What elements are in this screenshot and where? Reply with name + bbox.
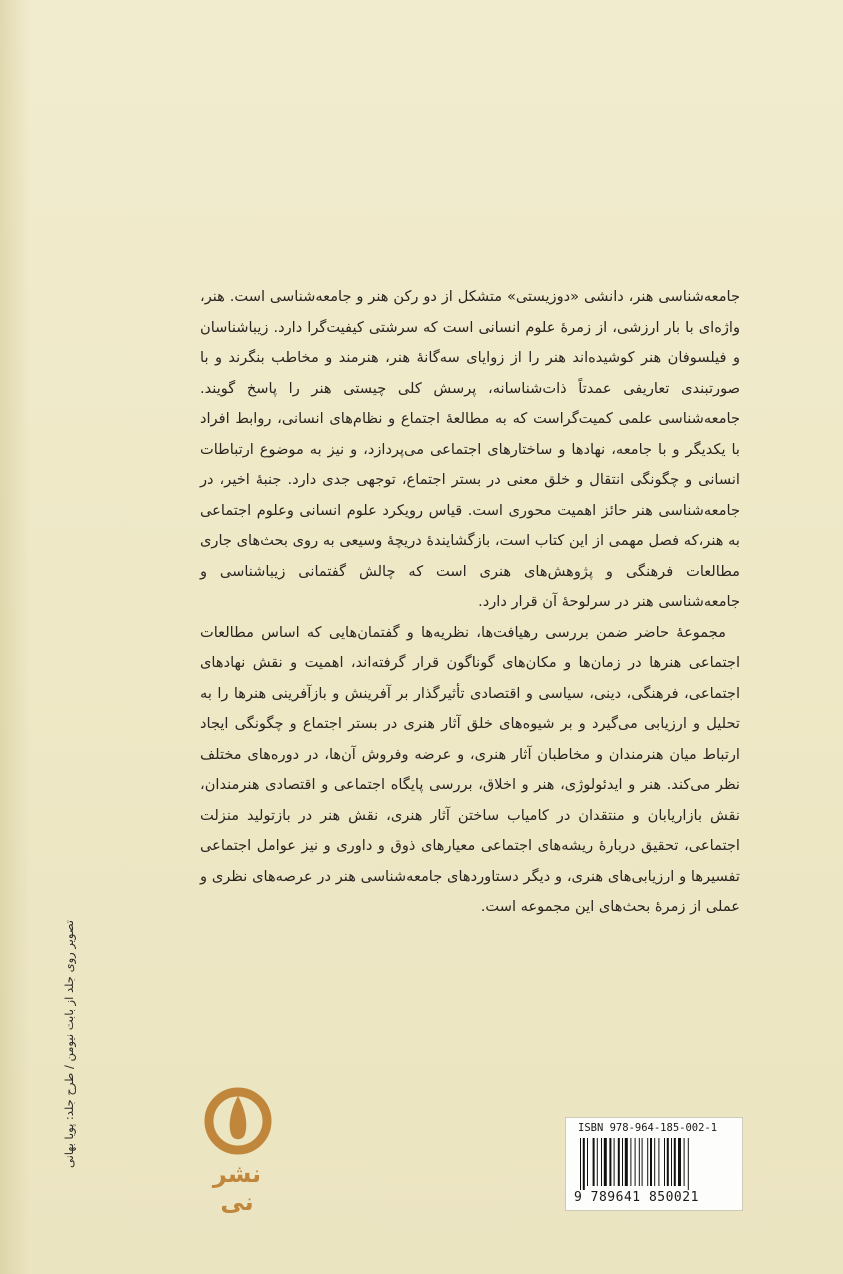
isbn-label: ISBN 978-964-185-002-1 — [578, 1122, 718, 1134]
barcode-bar — [664, 1138, 665, 1186]
drop-in-circle-icon — [204, 1085, 272, 1157]
barcode-bars — [578, 1138, 730, 1190]
barcode-bar — [642, 1138, 643, 1186]
barcode-bar — [684, 1138, 685, 1186]
barcode-digits: 9 789641 850021 — [574, 1190, 699, 1205]
cover-credit: تصویر روی جلد از بابت نیومن / طرح جلد: پویا بهانی — [62, 920, 76, 1169]
barcode-bar — [654, 1138, 655, 1186]
barcode-bar — [635, 1138, 636, 1186]
barcode-bar — [622, 1138, 623, 1186]
barcode-bar — [609, 1138, 611, 1186]
barcode-bar — [678, 1138, 681, 1186]
barcode-bar — [647, 1138, 648, 1186]
isbn-barcode — [565, 1117, 743, 1211]
blurb-text — [200, 282, 740, 923]
publisher-name: نشر نی — [212, 1160, 262, 1216]
barcode-bar — [667, 1138, 669, 1186]
barcode-bar — [593, 1138, 595, 1186]
barcode-bar — [630, 1138, 631, 1186]
barcode-bar — [597, 1138, 598, 1186]
barcode-bar — [639, 1138, 640, 1186]
barcode-bar — [614, 1138, 615, 1186]
barcode-bar — [587, 1138, 588, 1186]
blurb-paragraph-1: جامعه‌شناسی هنر، دانشی «دوزیستی» متشکل از دو رکن هنر و جامعه‌شناسی است. هنر، واژه‌ای با بار ارزشی، از زمرهٔ علوم انسانی است که سرشتی کیفیت‌گرا دارد. زیباشناسان و فیلسوفان هنر کوشیده‌اند هنر را از زوایای سه‌گانهٔ هنر، هنرمند و مخاطب بنگرند و با صورتبندی تعاریفی عمدتاً ذات‌شناسانه، پرسش کلی چیستی هنر را پاسخ گویند. جامعه‌شناسی علمی کمیت‌گراست که به مطالعهٔ اجتماع و نظام‌های انسانی، روابط افراد با یکدیگر و با جامعه، نهادها و ساختارهای اجتماعی می‌پردازد، و نیز به موضوع ارتباطات انسانی و چگونگی انتقال و خلق معنی در بستر اجتماع، توجهی جدی دارد. جنبهٔ اخیر، در جامعه‌شناسی هنر حائز اهمیت محوری است. قیاس رویکرد علوم انسانی وعلوم اجتماعی به هنر،که فصل مهمی از این کتاب است، بازگشایندهٔ دریچهٔ وسیعی به روی بحث‌های جاری مطالعات فرهنگی و پژوهش‌های هنری است که چالش گفتمانی زیباشناسی و جامعه‌شناسی هنر در سرلوحهٔ آن قرار دارد. — [200, 288, 740, 610]
barcode-bar — [650, 1138, 652, 1186]
barcode-bar — [618, 1138, 620, 1186]
barcode-bar — [604, 1138, 607, 1186]
barcode-bar — [674, 1138, 676, 1186]
barcode-bar — [580, 1138, 581, 1190]
barcode-bar — [583, 1138, 585, 1190]
blurb-paragraph-2: مجموعهٔ حاضر ضمن بررسی رهیافت‌ها، نظریه‌ها و گفتمان‌هایی که اساس مطالعات اجتماعی هنرها در زمان‌ها و مکان‌های گوناگون قرار گرفته‌اند، اهمیت و نقش نهادهای اجتماعی، فرهنگی، دینی، سیاسی و اقتصادی تأثیرگذار بر آفرینش و بازآفرینی هنرها را به تحلیل و ارزیابی می‌گیرد و بر شیوه‌های خلق آثار هنری در بستر اجتماع و چگونگی ایجاد ارتباط میان هنرمندان و مخاطبان آثار هنری، و عرضه وفروش آن‌ها، در دوره‌های مختلف نظر می‌کند. هنر و ایدئولوژی، هنر و اخلاق، بررسی پایگاه اجتماعی و اقتصادی هنرمندان، نقش بازاریابان و منتقدان در کامیاب ساختن آثار هنری، نقش هنر در بازتولید منزلت اجتماعی، تحقیق دربارهٔ ریشه‌های اجتماعی معیارهای ذوق و داوری و نیز عوامل اجتماعی تفسیرها و ارزیابی‌های هنری، و دیگر دستاوردهای جامعه‌شناسی هنر در عرصه‌های نظری و عملی از زمرهٔ بحث‌های این مجموعه است. — [200, 623, 740, 915]
barcode-bar — [601, 1138, 602, 1186]
barcode-bar — [658, 1138, 659, 1186]
barcode-bar — [671, 1138, 672, 1186]
barcode-bar — [688, 1138, 689, 1190]
spine-shadow — [0, 0, 30, 1274]
barcode-bar — [625, 1138, 628, 1186]
